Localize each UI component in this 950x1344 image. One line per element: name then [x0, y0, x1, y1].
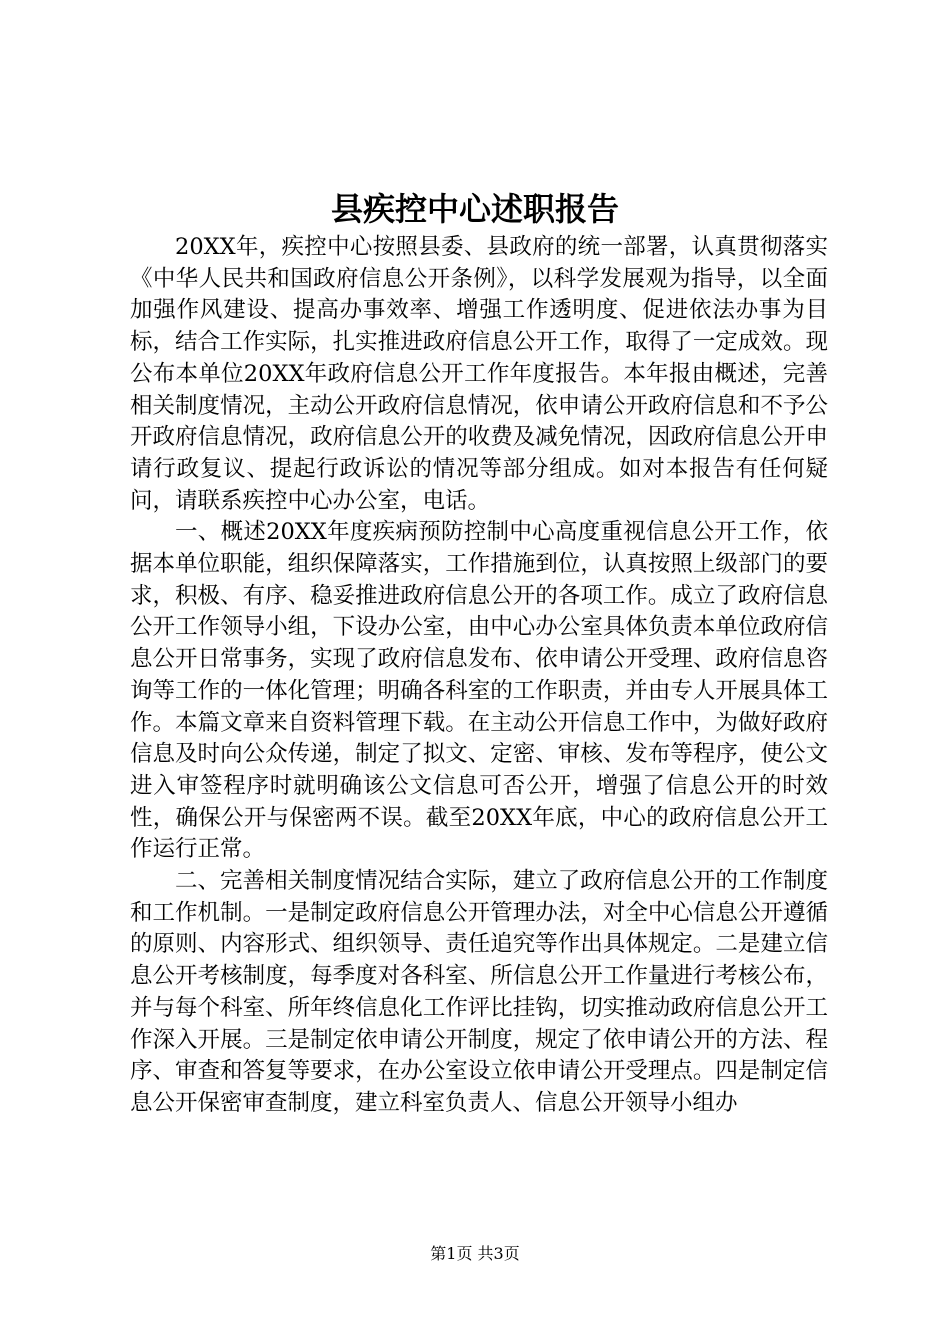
document-title: 县疾控中心述职报告	[330, 190, 619, 228]
page-number-footer: 第1页 共3页	[430, 1244, 520, 1263]
paragraph-regulations: 二、完善相关制度情况结合实际，建立了政府信息公开的工作制度和工作机制。一是制定政府信息公开管理办法，对全中心信息公开遵循的原则、内容形式、组织领导、责任追究等作出具体规定。二是建立信息公开考核制度，每季度对各科室、所信息公开工作量进行考核公布，并与每个科室、所年终信息化工作评比挂钩，切实推动政府信息公开工作深入开展。三是制定依申请公开制度，规定了依申请公开的方法、程序、审查和答复等要求，在办公室设立依申请公开受理点。四是制定信息公开保密审查制度，建立科室负责人、信息公开领导小组办	[130, 868, 828, 1116]
paragraph-intro: 20XX年，疾控中心按照县委、县政府的统一部署，认真贯彻落实《中华人民共和国政府信息公开条例》，以科学发展观为指导，以全面加强作风建设、提高办事效率、增强工作透明度、促进依法办事为目标，结合工作实际，扎实推进政府信息公开工作，取得了一定成效。现公布本单位20XX年政府信息公开工作年度报告。本年报由概述，完善相关制度情况，主动公开政府信息情况，依申请公开政府信息和不予公开政府信息情况，政府信息公开的收费及减免情况，因政府信息公开申请行政复议、提起行政诉讼的情况等部分组成。如对本报告有任何疑问，请联系疾控中心办公室，电话。	[130, 234, 828, 514]
paragraph-overview: 一、概述20XX年度疾病预防控制中心高度重视信息公开工作，依据本单位职能，组织保障落实，工作措施到位，认真按照上级部门的要求，积极、有序、稳妥推进政府信息公开的各项工作。成立了政府信息公开工作领导小组，下设办公室，由中心办公室具体负责本单位政府信息公开日常事务，实现了政府信息发布、依申请公开受理、政府信息咨询等工作的一体化管理；明确各科室的工作职责，并由专人开展具体工作。本篇文章来自资料管理下载。在主动公开信息工作中，为做好政府信息及时向公众传递，制定了拟文、定密、审核、发布等程序，使公文进入审签程序时就明确该公文信息可否公开，增强了信息公开的时效性，确保公开与保密两不误。截至20XX年底，中心的政府信息公开工作运行正常。	[130, 519, 828, 863]
document-body	[130, 232, 828, 1120]
